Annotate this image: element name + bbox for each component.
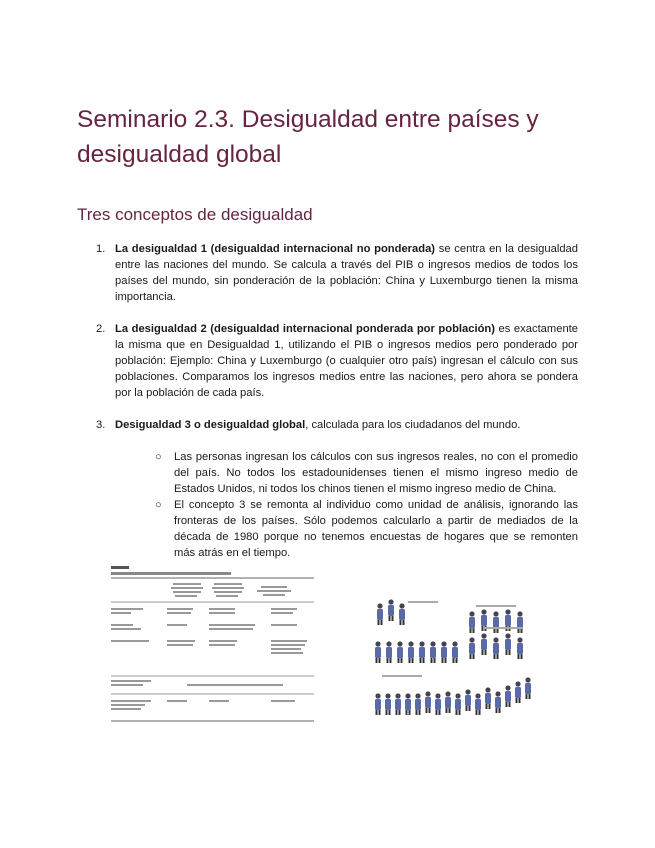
list-item-text <box>115 241 578 305</box>
list-item-bold: La desigualdad 1 (desigualdad internacional no ponderada) <box>115 243 436 255</box>
list-item <box>96 417 578 561</box>
people-groups-illustration <box>372 597 532 722</box>
list-item-body: se centra en la desigualdad entre las naciones del mundo. Se calcula a través del PIB o ingresos medios de todos los países del mundo, sin ponderación de la población: China y Luxemburgo tienen la misma importancia. <box>115 243 578 303</box>
list-item-bold: La desigualdad 2 (desigualdad internacional ponderada por población) <box>115 323 495 335</box>
list-number: 1. <box>96 243 106 255</box>
page-title: Seminario 2.3. Desigualdad entre países y desigualdad global <box>77 106 539 168</box>
list-item-body: es exactamente la misma que en Desigualdad 1, utilizando el PIB o ingresos medios pero ponderado por población: Ejemplo: China y Luxemburgo (o cualquier otro país) ingresan el cálculo con sus poblaciones. Comparamos los ingresos medios entre las naciones, pero ahora se pondera por la población de cada país. <box>115 323 578 399</box>
list-item <box>96 241 578 305</box>
bullet-circle-icon: ○ <box>155 499 162 511</box>
list-item <box>96 321 578 401</box>
concepts-list <box>96 241 578 561</box>
sub-list <box>155 449 578 561</box>
list-item-text <box>115 321 578 401</box>
list-item-bold: Desigualdad 3 o desigualdad global <box>115 419 306 431</box>
sub-list-item <box>155 497 578 561</box>
list-number: 3. <box>96 419 106 431</box>
sub-list-item-text: El concepto 3 se remonta al individuo como unidad de análisis, ignorando las fronteras de los países. Sólo podemos calcularlo a partir de mediados de la década de 1980 porque no tenemos encuestas de hogares que se remonten más atrás en el tiempo. <box>174 499 578 559</box>
sub-list-item <box>155 449 578 497</box>
inequality-concepts-table-figure <box>111 566 314 723</box>
list-number: 2. <box>96 323 106 335</box>
list-item-body: , calculada para los ciudadanos del mundo. <box>305 419 521 431</box>
people-illustration-graphic <box>372 597 532 722</box>
section-heading: Tres conceptos de desigualdad <box>77 205 313 224</box>
list-item-text <box>115 417 578 433</box>
table-figure-graphic <box>111 566 314 723</box>
bullet-circle-icon: ○ <box>155 451 162 463</box>
sub-list-item-text: Las personas ingresan los cálculos con sus ingresos reales, no con el promedio del país. No todos los estadounidenses tienen el mismo ingreso medio de Estados Unidos, ni todos los chinos tienen el mismo ingreso medio de China. <box>174 451 578 495</box>
